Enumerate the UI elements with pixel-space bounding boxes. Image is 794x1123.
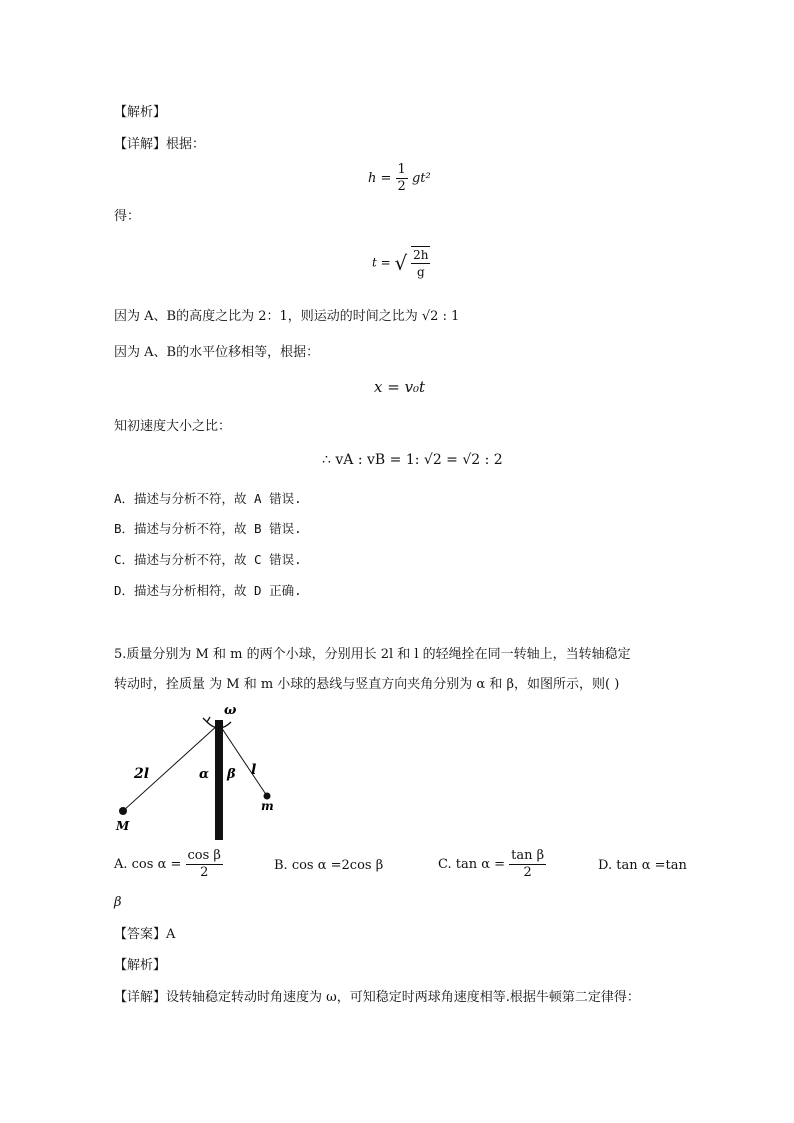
de-text: 得： <box>114 209 141 224</box>
option-5c-prefix: C. tan α = <box>438 857 506 872</box>
question5-line2: 转动时，拴质量 为 M 和 m 小球的悬线与竖直方向夹角分别为 α 和 β，如图所示，则( ) <box>114 677 620 692</box>
detail-2: 【详解】设转轴稳定转动时角速度为 ω，可知稳定时两球角速度相等.根据牛顿第二定律得： <box>114 990 640 1005</box>
pendulum-figure <box>110 700 290 842</box>
option-5c-denominator: 2 <box>523 865 532 880</box>
eq2-numerator: 2h <box>413 248 429 262</box>
eq2-lhs: t = <box>372 255 391 270</box>
length-2l-label: 2l <box>134 766 150 782</box>
analysis-header-2: 【解析】 <box>114 958 167 973</box>
option-4c: C．描述与分析不符，故 C 错误. <box>114 552 302 567</box>
eq2-fraction <box>411 246 430 280</box>
option-5b: B. cos α =2cos β <box>274 858 384 873</box>
height-ratio-text: 因为 A、B的高度之比为 2：1，则运动的时间之比为 <box>114 309 422 324</box>
option-5a-prefix: A. cos α = <box>114 857 182 872</box>
detail-label: 【详解】 <box>114 137 167 152</box>
option-4b: B．描述与分析不符，故 B 错误. <box>114 521 302 536</box>
eq1-rhs: gt² <box>411 171 431 186</box>
rotating-shaft <box>215 720 223 840</box>
detail-line <box>114 136 205 154</box>
ball-M <box>119 807 127 815</box>
option-4d: D．描述与分析相符，故 D 正确. <box>114 583 302 598</box>
option-5a-denominator: 2 <box>200 865 209 880</box>
mass-m-label: m <box>261 799 274 813</box>
eq2-denominator: g <box>416 265 425 279</box>
height-ratio-value: √2 : 1 <box>421 309 460 324</box>
analysis-header: 【解析】 <box>114 105 167 120</box>
option-5d-continued: β <box>114 895 122 910</box>
answer: 【答案】A <box>114 927 176 942</box>
option-5c-numerator: tan β <box>511 848 545 863</box>
length-l-label: l <box>251 762 257 778</box>
option-5a-numerator: cos β <box>187 848 221 863</box>
beta-label: β <box>227 767 236 782</box>
question5-line1: 5.质量分别为 M 和 m 的两个小球，分别用长 2l 和 l 的轻绳拴在同一转轴上，当转轴稳定 <box>114 647 631 662</box>
option-5a-fraction <box>186 848 223 881</box>
option-5a <box>114 848 223 881</box>
option-5c-fraction <box>509 848 546 881</box>
sqrt-icon: √ <box>394 251 408 275</box>
initial-speed-text: 知初速度大小之比： <box>114 419 232 434</box>
option-5d: D. tan α =tan <box>598 858 687 873</box>
equation-x: x = v₀t <box>374 378 426 396</box>
alpha-label: α <box>199 767 210 782</box>
height-ratio-line <box>114 308 459 326</box>
eq1-lhs: h = <box>368 171 392 186</box>
horizontal-text: 因为 A、B的水平位移相等，根据： <box>114 345 320 360</box>
eq1-numerator: 1 <box>397 162 406 177</box>
detail-text: 根据： <box>166 137 206 152</box>
option-4a: A．描述与分析不符，故 A 错误. <box>114 491 302 506</box>
equation-t <box>372 246 430 280</box>
short-string <box>219 724 267 796</box>
option-5c <box>438 848 546 881</box>
equation-h <box>368 162 431 195</box>
equation-speed-ratio: ∴ vA : vB = 1: √2 = √2 : 2 <box>322 452 503 468</box>
arrow-head-icon <box>203 717 210 722</box>
eq1-denominator: 2 <box>397 179 406 194</box>
mass-M-label: M <box>116 819 130 833</box>
eq1-fraction <box>396 162 408 195</box>
omega-label: ω <box>224 703 237 718</box>
